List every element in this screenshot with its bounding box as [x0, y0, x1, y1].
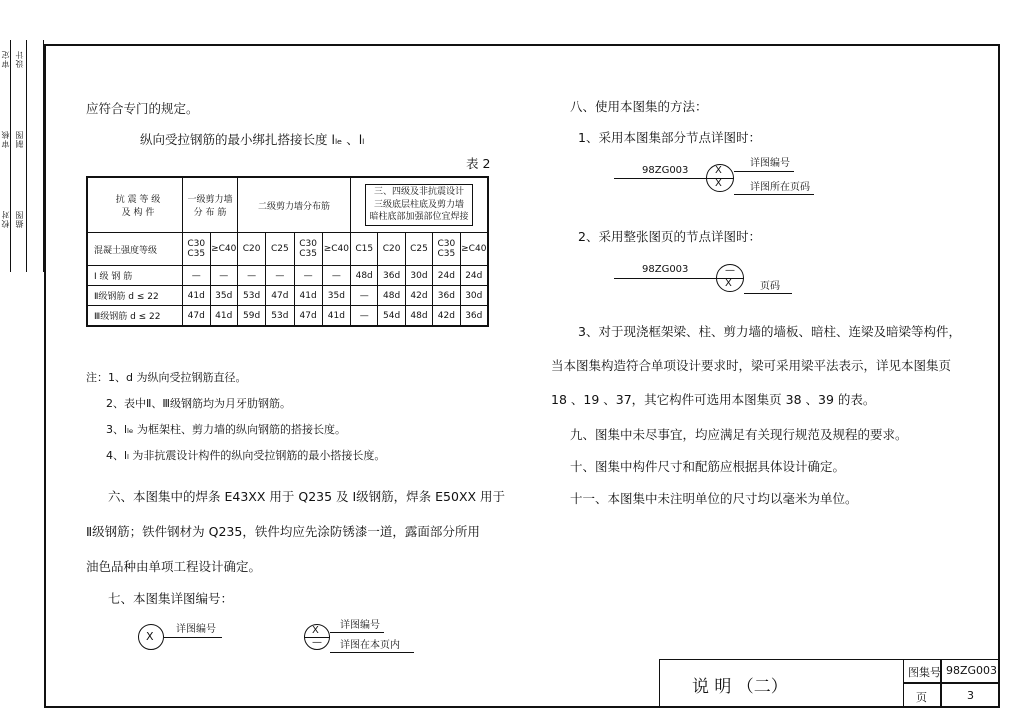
table-cell: 48d: [378, 286, 405, 306]
leader-line: [744, 293, 792, 294]
detail-page-label: 详图所在页码: [750, 182, 810, 193]
leader-line: [330, 632, 384, 633]
page-value: 3: [967, 689, 974, 702]
note: 注：1、d 为纵向受拉钢筋直径。: [86, 371, 247, 384]
sidebar-label: 描图: [15, 210, 24, 228]
note: 3、lₗₑ 为框架柱、剪力墙的纵向钢筋的搭接长度。: [106, 423, 346, 436]
table-header-grade: 抗 震 等 级 及 构 件: [87, 177, 183, 233]
section-6-line: 油色品种由单项工程设计确定。: [86, 559, 262, 574]
table-cell: 24d: [433, 266, 460, 286]
detail-symbol-x: X: [715, 165, 722, 176]
table-cell: 42d: [433, 306, 460, 327]
leader-line: [734, 171, 794, 172]
table-number: 表 2: [466, 156, 491, 171]
detail-symbol-x: X: [146, 630, 154, 643]
atlas-number-value: 98ZG003: [946, 664, 998, 677]
concrete-grade: ≥C40: [460, 233, 488, 266]
table-cell: 30d: [460, 286, 488, 306]
leader-line: [614, 178, 706, 179]
table-cell: 47d: [183, 306, 211, 327]
table-cell: —: [351, 286, 378, 306]
table-cell: —: [351, 306, 378, 327]
detail-symbol-x: X: [312, 625, 319, 636]
section-8-heading: 八、使用本图集的方法：: [570, 99, 708, 114]
atlas-code: 98ZG003: [642, 264, 689, 275]
sidebar-divider: [10, 40, 11, 272]
page-label: 页: [916, 691, 927, 704]
table-cell: 47d: [266, 286, 294, 306]
note: 4、lₗ 为非抗震设计构件的纵向受拉钢筋的最小搭接长度。: [106, 449, 386, 462]
table-cell: —: [238, 266, 266, 286]
table-cell: 41d: [322, 306, 350, 327]
detail-number-label: 详图编号: [750, 158, 790, 169]
table-cell: —: [294, 266, 322, 286]
leader-line: [330, 652, 414, 653]
atlas-code: 98ZG003: [642, 165, 689, 176]
table-cell: 36d: [460, 306, 488, 327]
section-6-line: 六、本图集中的焊条 E43XX 用于 Q235 及 Ⅰ级钢筋，焊条 E50XX 用于: [108, 489, 506, 504]
table-row: [87, 306, 488, 327]
section-10: 十、图集中构件尺寸和配筋应根据具体设计确定。: [570, 459, 846, 474]
table-cell: 54d: [378, 306, 405, 327]
table-cell: 48d: [351, 266, 378, 286]
section-8-item-3: 18 、19 、37，其它构件可选用本图集页 38 、39 的表。: [551, 392, 876, 407]
detail-number-label: 详图编号: [340, 620, 380, 631]
table-row: [87, 286, 488, 306]
paragraph-continuation: 应符合专门的规定。: [86, 101, 199, 116]
table-cell: 59d: [238, 306, 266, 327]
table-title: 纵向受拉钢筋的最小绑扎搭接长度 lₗₑ 、lₗ: [140, 132, 365, 147]
table-cell: 36d: [433, 286, 460, 306]
concrete-grade: C25: [266, 233, 294, 266]
detail-symbol-dash: —: [312, 637, 322, 648]
sidebar-label: 校对: [1, 210, 10, 228]
section-8-item-2: 2、采用整张图页的节点详图时：: [578, 229, 761, 244]
row-label: Ⅲ级钢筋 d ≤ 22: [87, 306, 183, 327]
detail-number-label: 详图编号: [176, 624, 216, 635]
table-cell: 48d: [405, 306, 432, 327]
table-cell: 36d: [378, 266, 405, 286]
table-cell: 53d: [266, 306, 294, 327]
detail-symbol-dash: —: [725, 265, 735, 276]
table-header-concrete: 混凝土强度等级: [87, 233, 183, 266]
section-6-line: Ⅱ级钢筋；铁件钢材为 Q235，铁件均应先涂防锈漆一道，露面部分所用: [86, 524, 480, 539]
leader-line: [734, 194, 814, 195]
row-label: Ⅱ级钢筋 d ≤ 22: [87, 286, 183, 306]
table-cell: 35d: [210, 286, 238, 306]
page-number-label: 页码: [760, 281, 780, 292]
table-cell: —: [322, 266, 350, 286]
sidebar-label: 审核: [1, 130, 10, 148]
section-8-item-3: 3、对于现浇框架梁、柱、剪力墙的墙板、暗柱、连梁及暗梁等构件，: [578, 324, 961, 339]
note: 2、表中Ⅱ、Ⅲ级钢筋均为月牙肋钢筋。: [106, 397, 291, 410]
table-cell: —: [210, 266, 238, 286]
concrete-grade: C25: [405, 233, 432, 266]
grade3-box: 三、四级及非抗震设计 三级底层柱底及剪力墙 暗柱底部加强部位宜焊接: [365, 184, 472, 226]
detail-symbol-x: X: [715, 178, 722, 189]
concrete-grade: C30 C35: [183, 233, 211, 266]
table-row: [87, 266, 488, 286]
leader-line: [614, 278, 716, 279]
table-header-grade1: 一级剪力墙 分 布 筋: [183, 177, 238, 233]
concrete-grade: C30 C35: [433, 233, 460, 266]
table-cell: —: [183, 266, 211, 286]
concrete-grade: C20: [378, 233, 405, 266]
table-cell: 41d: [210, 306, 238, 327]
concrete-grade: C20: [238, 233, 266, 266]
sidebar-label: 审定: [1, 50, 10, 68]
table-cell: 30d: [405, 266, 432, 286]
table-cell: 41d: [294, 286, 322, 306]
section-11: 十一、本图集中未注明单位的尺寸均以毫米为单位。: [570, 491, 858, 506]
section-8-item-1: 1、采用本图集部分节点详图时：: [578, 130, 761, 145]
section-7-heading: 七、本图集详图编号：: [108, 591, 234, 606]
table-cell: 35d: [322, 286, 350, 306]
sidebar-label: 设计: [15, 50, 24, 68]
leader-line: [164, 637, 222, 638]
concrete-grade: C30 C35: [294, 233, 322, 266]
revision-sidebar: [0, 40, 44, 272]
concrete-grade: ≥C40: [210, 233, 238, 266]
detail-symbol-x: X: [725, 278, 732, 289]
table-cell: 24d: [460, 266, 488, 286]
table-cell: 42d: [405, 286, 432, 306]
table-header-grade2: 二级剪力墙分布筋: [238, 177, 351, 233]
table-header-grade3: [351, 177, 489, 233]
sidebar-label: 制图: [15, 130, 24, 148]
lap-length-table: [86, 176, 489, 327]
detail-here-label: 详图在本页内: [340, 640, 400, 651]
concrete-grade: ≥C40: [322, 233, 350, 266]
section-9: 九、图集中未尽事宜，均应满足有关现行规范及规程的要求。: [570, 427, 908, 442]
atlas-number-label: 图集号: [908, 666, 941, 679]
section-8-item-3: 当本图集构造符合单项设计要求时，梁可采用梁平法表示，详见本图集页: [551, 358, 952, 373]
table-cell: —: [266, 266, 294, 286]
table-cell: 47d: [294, 306, 322, 327]
table-cell: 41d: [183, 286, 211, 306]
table-cell: 53d: [238, 286, 266, 306]
sheet-title: 说 明 （二）: [692, 677, 788, 697]
sidebar-divider: [26, 40, 27, 272]
row-label: Ⅰ 级 钢 筋: [87, 266, 183, 286]
concrete-grade: C15: [351, 233, 378, 266]
